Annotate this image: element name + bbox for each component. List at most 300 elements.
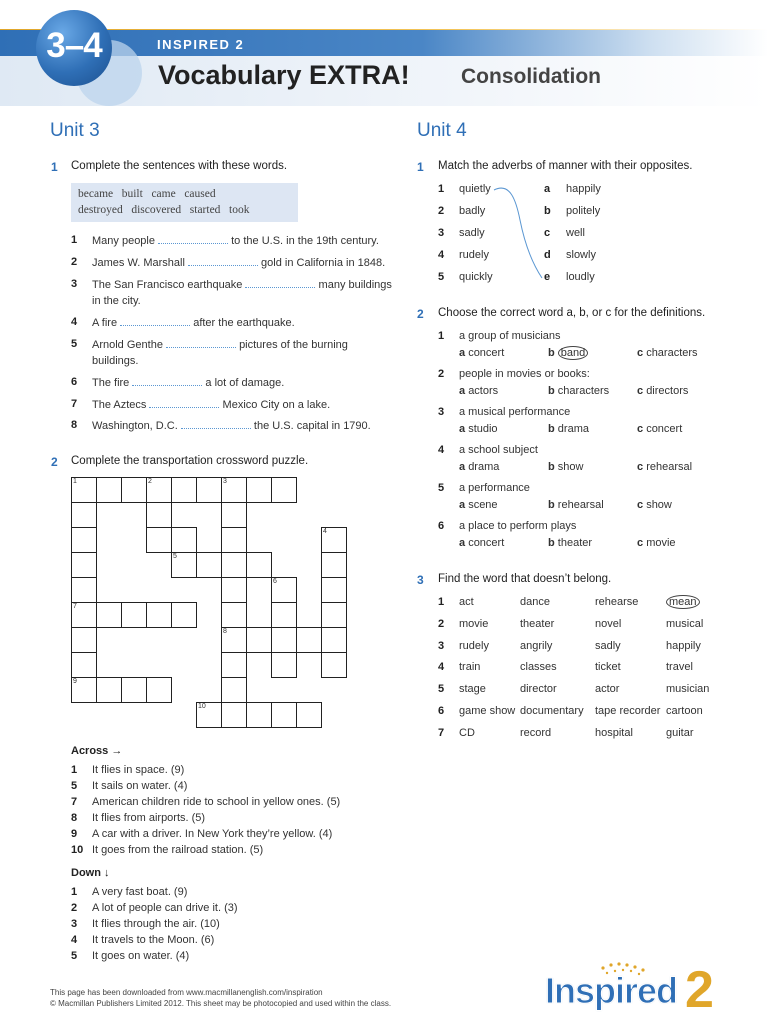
clue-text: A very fast boat. (9) [92,886,188,898]
odd-word [459,661,480,673]
odd-row-number: 7 [438,726,445,739]
choice-letter: c [637,499,644,511]
match-number: 2 [438,205,445,217]
match-number: 4 [438,249,445,261]
choice-letter: a [459,499,466,511]
sentence-after: many buildings [318,279,392,291]
choice-letter: b [548,461,555,473]
sentence-item [92,316,295,329]
choice-c [637,423,682,435]
odd-word-text: documentary [520,705,584,717]
inspired-logo [545,962,735,1017]
sentence-after: Mexico City on a lake. [222,399,331,411]
crossword-cell [171,527,197,553]
crossword-cell-number: 3 [223,478,227,485]
odd-word-text: novel [595,617,622,630]
clue-text: It sails on water. (4) [92,780,188,792]
u3-q1-number: 1 [51,160,58,174]
crossword-cell [146,527,172,553]
crossword-cell [321,627,347,653]
crossword-cell-number: 6 [273,578,277,585]
odd-row-number: 1 [438,596,445,608]
odd-word-text: rudely [459,639,489,652]
page-title: Vocabulary EXTRA! [158,60,410,90]
match-word-right: well [566,227,585,239]
choice-word: drama [468,461,500,473]
matching-line [480,180,560,285]
odd-word [595,596,638,608]
crossword-cell [221,577,247,603]
sentence-item [92,234,379,247]
unit4-heading: Unit 4 [417,120,467,141]
match-word-left: rudely [459,249,489,261]
clue-number: 5 [71,950,78,962]
choice-letter: b [548,423,555,435]
crossword-cell [296,702,322,728]
odd-word-text: tape recorder [595,705,661,717]
odd-word-text: musician [666,683,710,696]
choice-word: scene [468,499,498,511]
word-box-line2: destroyed discovered started took [78,204,250,216]
choice-letter: b [548,347,555,359]
crossword-cell [71,627,97,653]
crossword-cell [246,702,272,728]
crossword-cell-number: 2 [148,478,152,485]
crossword-cell [71,602,97,628]
u4-q3-number: 3 [417,573,424,587]
match-number: 5 [438,271,445,283]
answer-blank [181,419,251,429]
word-box [71,183,298,222]
odd-word-text: stage [459,683,486,696]
match-number: 1 [438,183,445,195]
sentence-before: Washington, D.C. [92,420,178,432]
choice-word: directors [646,385,689,397]
clue-text: American children ride to school in yellow ones. (5) [92,796,341,808]
u4-q1-number: 1 [417,160,424,174]
crossword-cell [271,702,297,728]
sentence-number: 8 [71,419,78,431]
crossword-cell [271,652,297,678]
sentence-item [92,376,284,389]
odd-word-text: act [459,596,474,608]
clue-text: It goes from the railroad station. (5) [92,844,264,856]
choice-letter: c [637,423,644,435]
crossword-cell [146,677,172,703]
sentence-before: Many people [92,235,155,247]
choice-word: concert [646,423,683,435]
odd-word [666,683,709,695]
crossword-cell [196,552,222,578]
odd-word [666,661,693,673]
clue-number: 8 [71,812,78,824]
sentence-after: after the earthquake. [193,317,295,329]
crossword-cell-number: 5 [173,553,177,560]
choice-word: show [557,461,584,473]
choice-a [459,537,504,549]
choice-c [637,537,676,549]
choice-letter: c [637,537,644,549]
definition-number: 6 [438,520,445,532]
page-subtitle: Consolidation [461,65,601,88]
choice-word: concert [468,537,505,549]
crossword-cell-number: 1 [73,478,77,485]
odd-row-number: 3 [438,639,445,652]
sentence-number: 5 [71,338,78,350]
definition-number: 2 [438,368,445,380]
odd-word-text: movie [459,617,489,630]
crossword-cell [221,677,247,703]
odd-word [595,661,621,673]
choice-letter: b [548,499,555,511]
crossword-cell [196,477,222,503]
match-letter: b [544,205,551,217]
odd-word [520,618,554,630]
choice-a [459,347,504,359]
choice-b [548,461,583,473]
odd-word-text: dance [520,596,550,608]
sentence-number: 7 [71,398,78,410]
sentence-after: a lot of damage. [205,377,285,389]
choice-c [637,499,672,511]
choice-letter: c [637,347,644,359]
sentence-number: 3 [71,278,78,290]
match-word-right: loudly [566,271,595,283]
crossword-cell [146,477,172,503]
logo-word: Inspired [545,970,678,1011]
definition-text: a school subject [459,444,538,456]
clue-text: It flies from airports. (5) [92,812,206,824]
odd-row-number: 4 [438,661,445,674]
choice-b [548,537,592,549]
crossword-cell [71,577,97,603]
odd-word-text: angrily [520,639,553,652]
sentence-after: the U.S. capital in 1790. [253,420,371,432]
sentence-before: The Aztecs [92,399,147,411]
odd-word-text: record [520,726,552,739]
choice-word: drama [557,423,589,435]
choice-c [637,461,692,473]
crossword-cell [171,602,197,628]
clue-number: 1 [71,886,78,898]
crossword-cell [171,552,197,578]
u3-q2-number: 2 [51,455,58,469]
odd-word-text: guitar [666,726,694,739]
choice-word: movie [646,537,676,549]
sentence-item [92,338,348,351]
answer-blank [166,338,236,348]
choice-word: theater [557,537,593,549]
crossword-cell [221,627,247,653]
odd-word-text: CD [459,726,475,739]
crossword-cell [321,602,347,628]
crossword-cell [171,477,197,503]
odd-word [459,683,486,695]
crossword-cell [221,702,247,728]
odd-word [459,596,474,608]
choice-a [459,499,498,511]
choice-word: studio [468,423,498,435]
sentence-before: Arnold Genthe [92,339,163,351]
odd-word-text: travel [666,661,693,674]
crossword-cell [271,602,297,628]
answer-blank [149,398,219,408]
clue-text: It goes on water. (4) [92,950,190,962]
choice-b [548,499,604,511]
crossword-cell-number: 8 [223,628,227,635]
clue-text: It travels to the Moon. (6) [92,934,215,946]
clue-text: A car with a driver. In New York they’re yellow. (4) [92,828,333,840]
u4-q2-number: 2 [417,307,424,321]
crossword-cell-number: 10 [198,703,206,710]
crossword-cell-number: 9 [73,678,77,685]
odd-word-text: train [459,661,481,674]
crossword-cell [71,527,97,553]
match-letter: c [544,227,551,239]
crossword-cell [71,652,97,678]
crossword-cell [221,652,247,678]
crossword-cell [271,477,297,503]
choice-letter: a [459,423,466,435]
crossword-cell [296,627,322,653]
crossword-cell-number: 7 [73,603,77,610]
odd-word-text: rehearse [595,596,639,608]
sentence-before: The San Francisco earthquake [92,279,243,291]
crossword-cell [146,602,172,628]
crossword-cell [71,477,97,503]
match-word-right: politely [566,205,601,217]
footer-download-note: This page has been downloaded from www.macmillanenglish.com/inspiration [50,988,323,997]
u4-q1-instruction: Match the adverbs of manner with their opposites. [438,160,693,172]
odd-word [459,727,475,739]
odd-word [595,727,633,739]
match-word-right: slowly [566,249,596,261]
odd-word-text: actor [595,683,620,696]
sentence-number: 4 [71,316,78,328]
sentence-before: James W. Marshall [92,257,185,269]
crossword-cell [321,527,347,553]
word-box-line1: became built came caused [78,188,216,200]
crossword-cell [321,652,347,678]
sentence-continuation: in the city. [92,295,141,307]
choice-word: characters [646,347,698,359]
crossword-cell [271,627,297,653]
match-word-left: quickly [459,271,493,283]
u3-q1-instruction: Complete the sentences with these words. [71,160,288,172]
choice-word: show [646,499,672,511]
choice-a [459,385,498,397]
answer-blank [120,316,190,326]
sentence-after: pictures of the burning [239,339,348,351]
unit-badge: 3–4 [36,10,112,86]
definition-text: a performance [459,482,530,494]
choice-letter: a [459,537,466,549]
odd-word-text: musical [666,617,704,630]
logo-number: 2 [685,961,714,1019]
clue-number: 1 [71,764,78,776]
choice-word: rehearsal [646,461,693,473]
choice-word: band [558,346,588,360]
crossword-cell [196,702,222,728]
u3-q2-instruction: Complete the transportation crossword puzzle. [71,455,309,467]
definition-text: a place to perform plays [459,520,577,532]
crossword-cell [96,677,122,703]
odd-word-text: hospital [595,726,633,739]
series-label: INSPIRED 2 [157,37,245,52]
choice-word: rehearsal [557,499,604,511]
sentence-item [92,256,385,269]
crossword-cell [71,502,97,528]
match-letter: a [544,183,551,195]
clue-number: 10 [71,844,84,856]
sentence-before: The fire [92,377,130,389]
crossword-cell [146,502,172,528]
odd-word [520,683,557,695]
definition-text: a musical performance [459,406,571,418]
sentence-item [92,278,392,291]
crossword-cell [246,627,272,653]
odd-word-text: theater [520,617,555,630]
choice-b [548,423,589,435]
sentence-number: 2 [71,256,78,268]
odd-word [666,705,703,717]
choice-c [637,385,688,397]
odd-row-number: 2 [438,617,445,630]
choice-a [459,461,499,473]
odd-word [520,727,551,739]
choice-letter: c [637,385,644,397]
clue-number: 9 [71,828,78,840]
clue-number: 3 [71,918,78,930]
odd-row-number: 6 [438,705,445,717]
answer-blank [132,376,202,386]
odd-word-text: classes [520,661,557,674]
odd-word [459,618,488,630]
odd-word [595,705,660,717]
crossword-cell [221,552,247,578]
definition-number: 4 [438,444,445,456]
match-word-left: quietly [459,183,491,195]
clue-text: It flies in space. (9) [92,764,185,776]
crossword-cell [121,677,147,703]
clue-number: 5 [71,780,78,792]
odd-word [459,705,515,717]
odd-word-text: director [520,683,557,696]
choice-letter: a [459,385,466,397]
u4-q2-instruction: Choose the correct word a, b, or c for the definitions. [438,307,706,319]
odd-row-number: 5 [438,683,445,696]
odd-word-text: mean [666,595,700,609]
sentence-after: to the U.S. in the 19th century. [231,235,379,247]
odd-word-text: cartoon [666,705,703,717]
odd-word [666,618,703,630]
odd-word-text: happily [666,639,701,652]
match-letter: d [544,249,551,261]
odd-word [595,683,619,695]
crossword-cell [121,477,147,503]
footer-copyright: © Macmillan Publishers Limited 2012. This sheet may be photocopied and used within the class. [50,999,392,1008]
definition-number: 1 [438,330,445,342]
crossword-cell [71,677,97,703]
odd-word [459,640,489,652]
crossword-cell-number: 4 [323,528,327,535]
crossword-cell [121,602,147,628]
choice-letter: c [637,461,644,473]
odd-word [520,640,552,652]
odd-word [520,705,584,717]
definition-text: people in movies or books: [459,368,590,380]
choice-letter: b [548,537,555,549]
choice-letter: a [459,461,466,473]
odd-word [666,640,701,652]
odd-word [595,640,621,652]
choice-word: concert [468,347,505,359]
choice-a [459,423,498,435]
answer-blank [245,278,315,288]
crossword-cell [96,477,122,503]
odd-word-text: game show [459,705,516,717]
down-heading: Down ↓ [71,867,110,879]
definition-number: 3 [438,406,445,418]
clue-number: 4 [71,934,78,946]
crossword-cell [221,527,247,553]
crossword-cell [221,602,247,628]
unit3-heading: Unit 3 [50,120,100,141]
choice-word: characters [557,385,610,397]
sentence-number: 6 [71,376,78,388]
sentence-item [92,398,330,411]
odd-word-text: ticket [595,661,621,674]
sentence-after: gold in California in 1848. [261,257,386,269]
choice-b [548,347,588,359]
odd-word-text: sadly [595,639,621,652]
choice-c [637,347,698,359]
crossword-cell [321,552,347,578]
odd-word [666,596,700,608]
odd-word [666,727,694,739]
across-heading: Across → [71,745,123,757]
choice-letter: b [548,385,555,397]
sentence-item [92,419,371,432]
definition-text: a group of musicians [459,330,561,342]
crossword-cell [246,552,272,578]
match-word-left: badly [459,205,486,217]
match-number: 3 [438,227,445,239]
clue-text: A lot of people can drive it. (3) [92,902,238,914]
crossword-cell [96,602,122,628]
sentence-before: A fire [92,317,118,329]
u4-q3-instruction: Find the word that doesn’t belong. [438,573,612,585]
crossword-cell [271,577,297,603]
crossword-cell [71,552,97,578]
choice-word: actors [468,385,499,397]
match-word-right: happily [566,183,601,195]
sentence-continuation: buildings. [92,355,139,367]
definition-number: 5 [438,482,445,494]
match-letter: e [544,271,551,283]
choice-b [548,385,609,397]
clue-number: 7 [71,796,78,808]
crossword-cell [221,477,247,503]
answer-blank [188,256,258,266]
clue-text: It flies through the air. (10) [92,918,220,930]
odd-word [520,596,550,608]
match-word-left: sadly [459,227,485,239]
crossword-cell [246,477,272,503]
choice-letter: a [459,347,466,359]
crossword-cell [221,502,247,528]
answer-blank [158,234,228,244]
